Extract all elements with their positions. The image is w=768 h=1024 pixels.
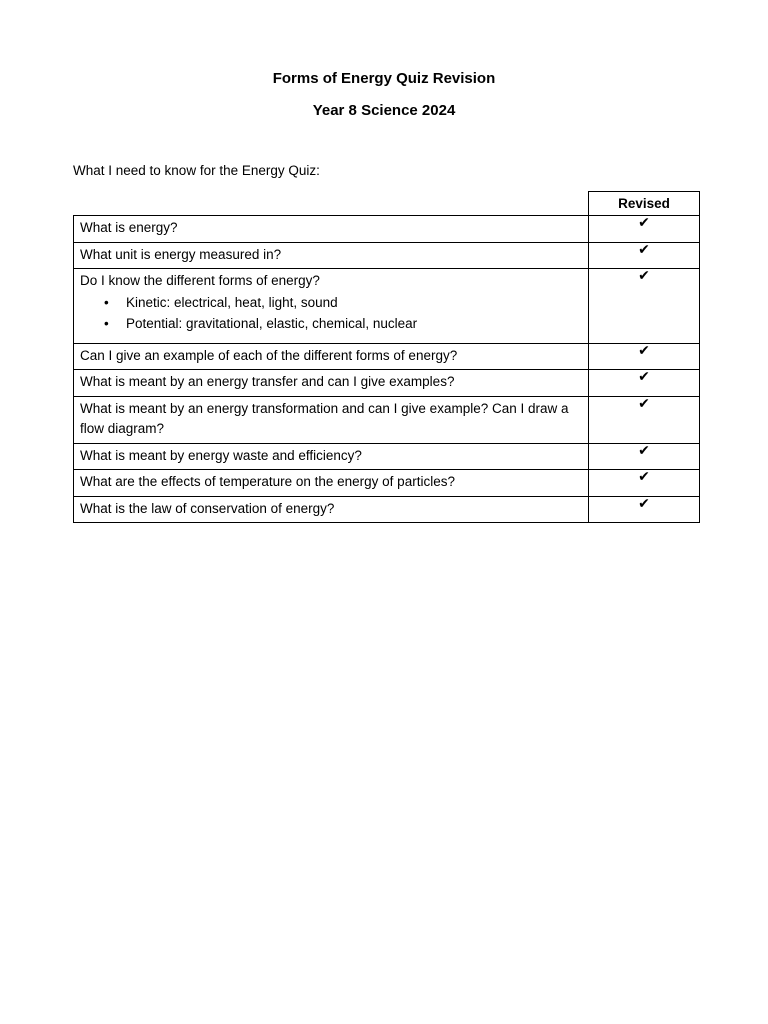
question-cell <box>74 443 589 470</box>
question-cell <box>74 269 589 344</box>
page-title: Forms of Energy Quiz Revision <box>272 70 496 87</box>
page-subtitle: Year 8 Science 2024 <box>312 102 456 119</box>
bullet-icon: • <box>104 294 109 310</box>
table-row <box>74 370 700 397</box>
revised-cell <box>589 443 700 470</box>
question-cell <box>74 396 589 443</box>
table-header-row <box>74 192 700 216</box>
checkmark-icon: ✔ <box>638 395 650 412</box>
table-row <box>74 269 700 344</box>
question-text: What is meant by an energy transfer and can I give examples? <box>80 374 455 389</box>
question-text: What is meant by an energy transformation and can I give example? Can I draw a flow diagram? <box>80 400 569 436</box>
question-text: What are the effects of temperature on the energy of particles? <box>80 474 455 489</box>
table-row <box>74 470 700 497</box>
checkmark-icon: ✔ <box>638 215 650 231</box>
revised-cell <box>589 496 700 523</box>
checkmark-icon: ✔ <box>638 469 650 485</box>
bullet-icon: • <box>104 315 109 331</box>
question-text: What is energy? <box>80 220 178 235</box>
revised-cell <box>589 396 700 443</box>
list-item <box>80 313 582 334</box>
list-item <box>80 292 582 313</box>
intro-text: What I need to know for the Energy Quiz: <box>73 163 320 178</box>
question-cell <box>74 216 589 243</box>
checkmark-icon: ✔ <box>638 369 650 385</box>
revised-column-header: Revised <box>589 192 700 216</box>
revised-cell <box>589 242 700 269</box>
energy-forms-list <box>80 292 582 340</box>
question-text: What is meant by energy waste and efficiency? <box>80 447 362 463</box>
question-cell <box>74 370 589 397</box>
question-cell <box>74 343 589 370</box>
table-row <box>74 443 700 470</box>
table-row <box>74 396 700 443</box>
checkmark-icon: ✔ <box>638 442 650 459</box>
revised-cell <box>589 470 700 497</box>
list-item-text: Kinetic: electrical, heat, light, sound <box>126 294 338 310</box>
table-row <box>74 496 700 523</box>
question-text: Do I know the different forms of energy? <box>80 273 320 288</box>
revised-cell <box>589 216 700 243</box>
checkmark-icon: ✔ <box>638 495 650 512</box>
checkmark-icon: ✔ <box>638 342 650 359</box>
revised-cell <box>589 269 700 344</box>
question-text: Can I give an example of each of the different forms of energy? <box>80 347 458 363</box>
question-text: What is the law of conservation of energy? <box>80 500 335 516</box>
revised-cell <box>589 370 700 397</box>
checkmark-icon: ✔ <box>638 268 650 284</box>
checkmark-icon: ✔ <box>638 241 650 258</box>
revision-checklist-table <box>73 191 700 523</box>
list-item-text: Potential: gravitational, elastic, chemical, nuclear <box>126 315 418 331</box>
header-blank-cell <box>74 192 589 216</box>
revised-cell <box>589 343 700 370</box>
table-row <box>74 242 700 269</box>
question-cell <box>74 242 589 269</box>
table-body <box>74 216 700 523</box>
question-cell <box>74 470 589 497</box>
table-row <box>74 216 700 243</box>
question-cell <box>74 496 589 523</box>
question-text: What unit is energy measured in? <box>80 246 282 262</box>
table-row <box>74 343 700 370</box>
